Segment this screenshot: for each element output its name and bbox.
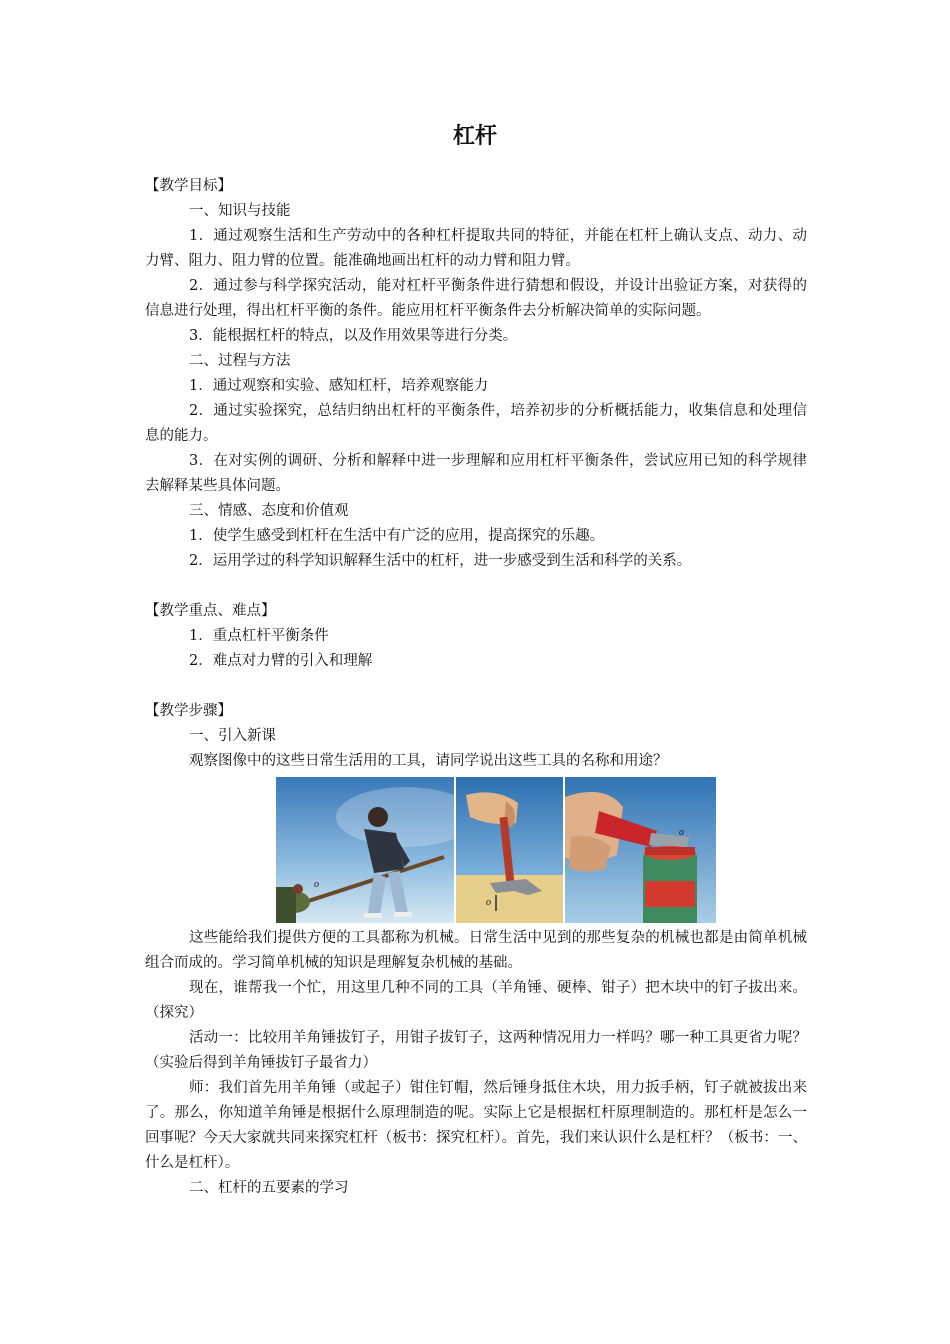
fulcrum-label: o bbox=[679, 827, 684, 838]
paragraph: 1．通过观察生活和生产劳动中的各种杠杆提取共同的特征，并能在杠杆上确认支点、动力、动力臂、阻力、阻力臂的位置。能准确地画出杠杆的动力臂和阻力臂。 bbox=[145, 228, 807, 269]
fulcrum-label: o bbox=[486, 897, 491, 908]
section-heading-steps: 【教学步骤】 bbox=[145, 703, 232, 719]
paragraph: 1．通过观察和实验、感知杠杆，培养观察能力 bbox=[189, 378, 489, 394]
document-body bbox=[145, 174, 807, 1201]
paragraph: 1．重点杠杆平衡条件 bbox=[189, 628, 329, 644]
hammer-photo bbox=[456, 777, 563, 923]
paragraph: 2．难点对力臂的引入和理解 bbox=[189, 653, 373, 669]
paragraph: 这些能给我们提供方便的工具都称为机械。日常生活中见到的那些复杂的机械也都是由简单机械组合而成的。学习简单机械的知识是理解复杂机械的基础。 bbox=[145, 930, 807, 971]
subsection-heading: 二、过程与方法 bbox=[189, 353, 291, 369]
paragraph: 2．通过实验探究，总结归纳出杠杆的平衡条件，培养初步的分析概括能力，收集信息和处理信息的能力。 bbox=[145, 403, 807, 444]
paragraph: 2．运用学过的科学知识解释生活中的杠杆，进一步感受到生活和科学的关系。 bbox=[189, 553, 692, 569]
paragraph: 观察图像中的这些日常生活用的工具，请同学说出这些工具的名称和用途？ bbox=[189, 753, 668, 769]
paragraph: 师：我们首先用羊角锤（或起子）钳住钉帽，然后锤身抵住木块，用力扳手柄，钉子就被拔出来了。那么，你知道羊角锤是根据什么原理制造的呢。实际上它是根据杠杆原理制造的。那杠杆是怎么一回事呢？今天大家就共同来探究杠杆（板书：探究杠杆）。首先，我们来认识什么是杠杆？（板书：一、什么是杠杆）。 bbox=[145, 1080, 807, 1171]
paragraph: 2．通过参与科学探究活动，能对杠杆平衡条件进行猜想和假设，并设计出验证方案，对获得的信息进行处理，得出杠杆平衡的条件。能应用杠杆平衡条件去分析解决简单的实际问题。 bbox=[145, 278, 807, 319]
tools-figure bbox=[276, 777, 716, 923]
paragraph: 活动一：比较用羊角锤拔钉子，用钳子拔钉子，这两种情况用力一样吗？哪一种工具更省力呢？（实验后得到羊角锤拔钉子最省力） bbox=[145, 1030, 807, 1071]
subsection-heading: 一、知识与技能 bbox=[189, 203, 291, 219]
bottle-opener-photo bbox=[565, 777, 716, 923]
paragraph: 3．能根据杠杆的特点，以及作用效果等进行分类。 bbox=[189, 328, 518, 344]
subsection-heading: 一、引入新课 bbox=[189, 728, 276, 744]
section-heading-goals: 【教学目标】 bbox=[145, 178, 232, 194]
lever-photo bbox=[276, 777, 454, 923]
subsection-heading: 三、情感、态度和价值观 bbox=[189, 503, 349, 519]
subsection-heading: 二、杠杆的五要素的学习 bbox=[189, 1180, 349, 1196]
page-title: 杠杆 bbox=[452, 124, 497, 149]
paragraph: 现在，谁帮我一个忙，用这里几种不同的工具（羊角锤、硬棒、钳子）把木块中的钉子拔出来。（探究） bbox=[145, 980, 807, 1021]
section-heading-key-points: 【教学重点、难点】 bbox=[145, 603, 276, 619]
fulcrum-label: o bbox=[314, 879, 319, 890]
paragraph: 1．使学生感受到杠杆在生活中有广泛的应用，提高探究的乐趣。 bbox=[189, 528, 605, 544]
paragraph: 3．在对实例的调研、分析和解释中进一步理解和应用杠杆平衡条件，尝试应用已知的科学规律去解释某些具体问题。 bbox=[145, 453, 807, 494]
